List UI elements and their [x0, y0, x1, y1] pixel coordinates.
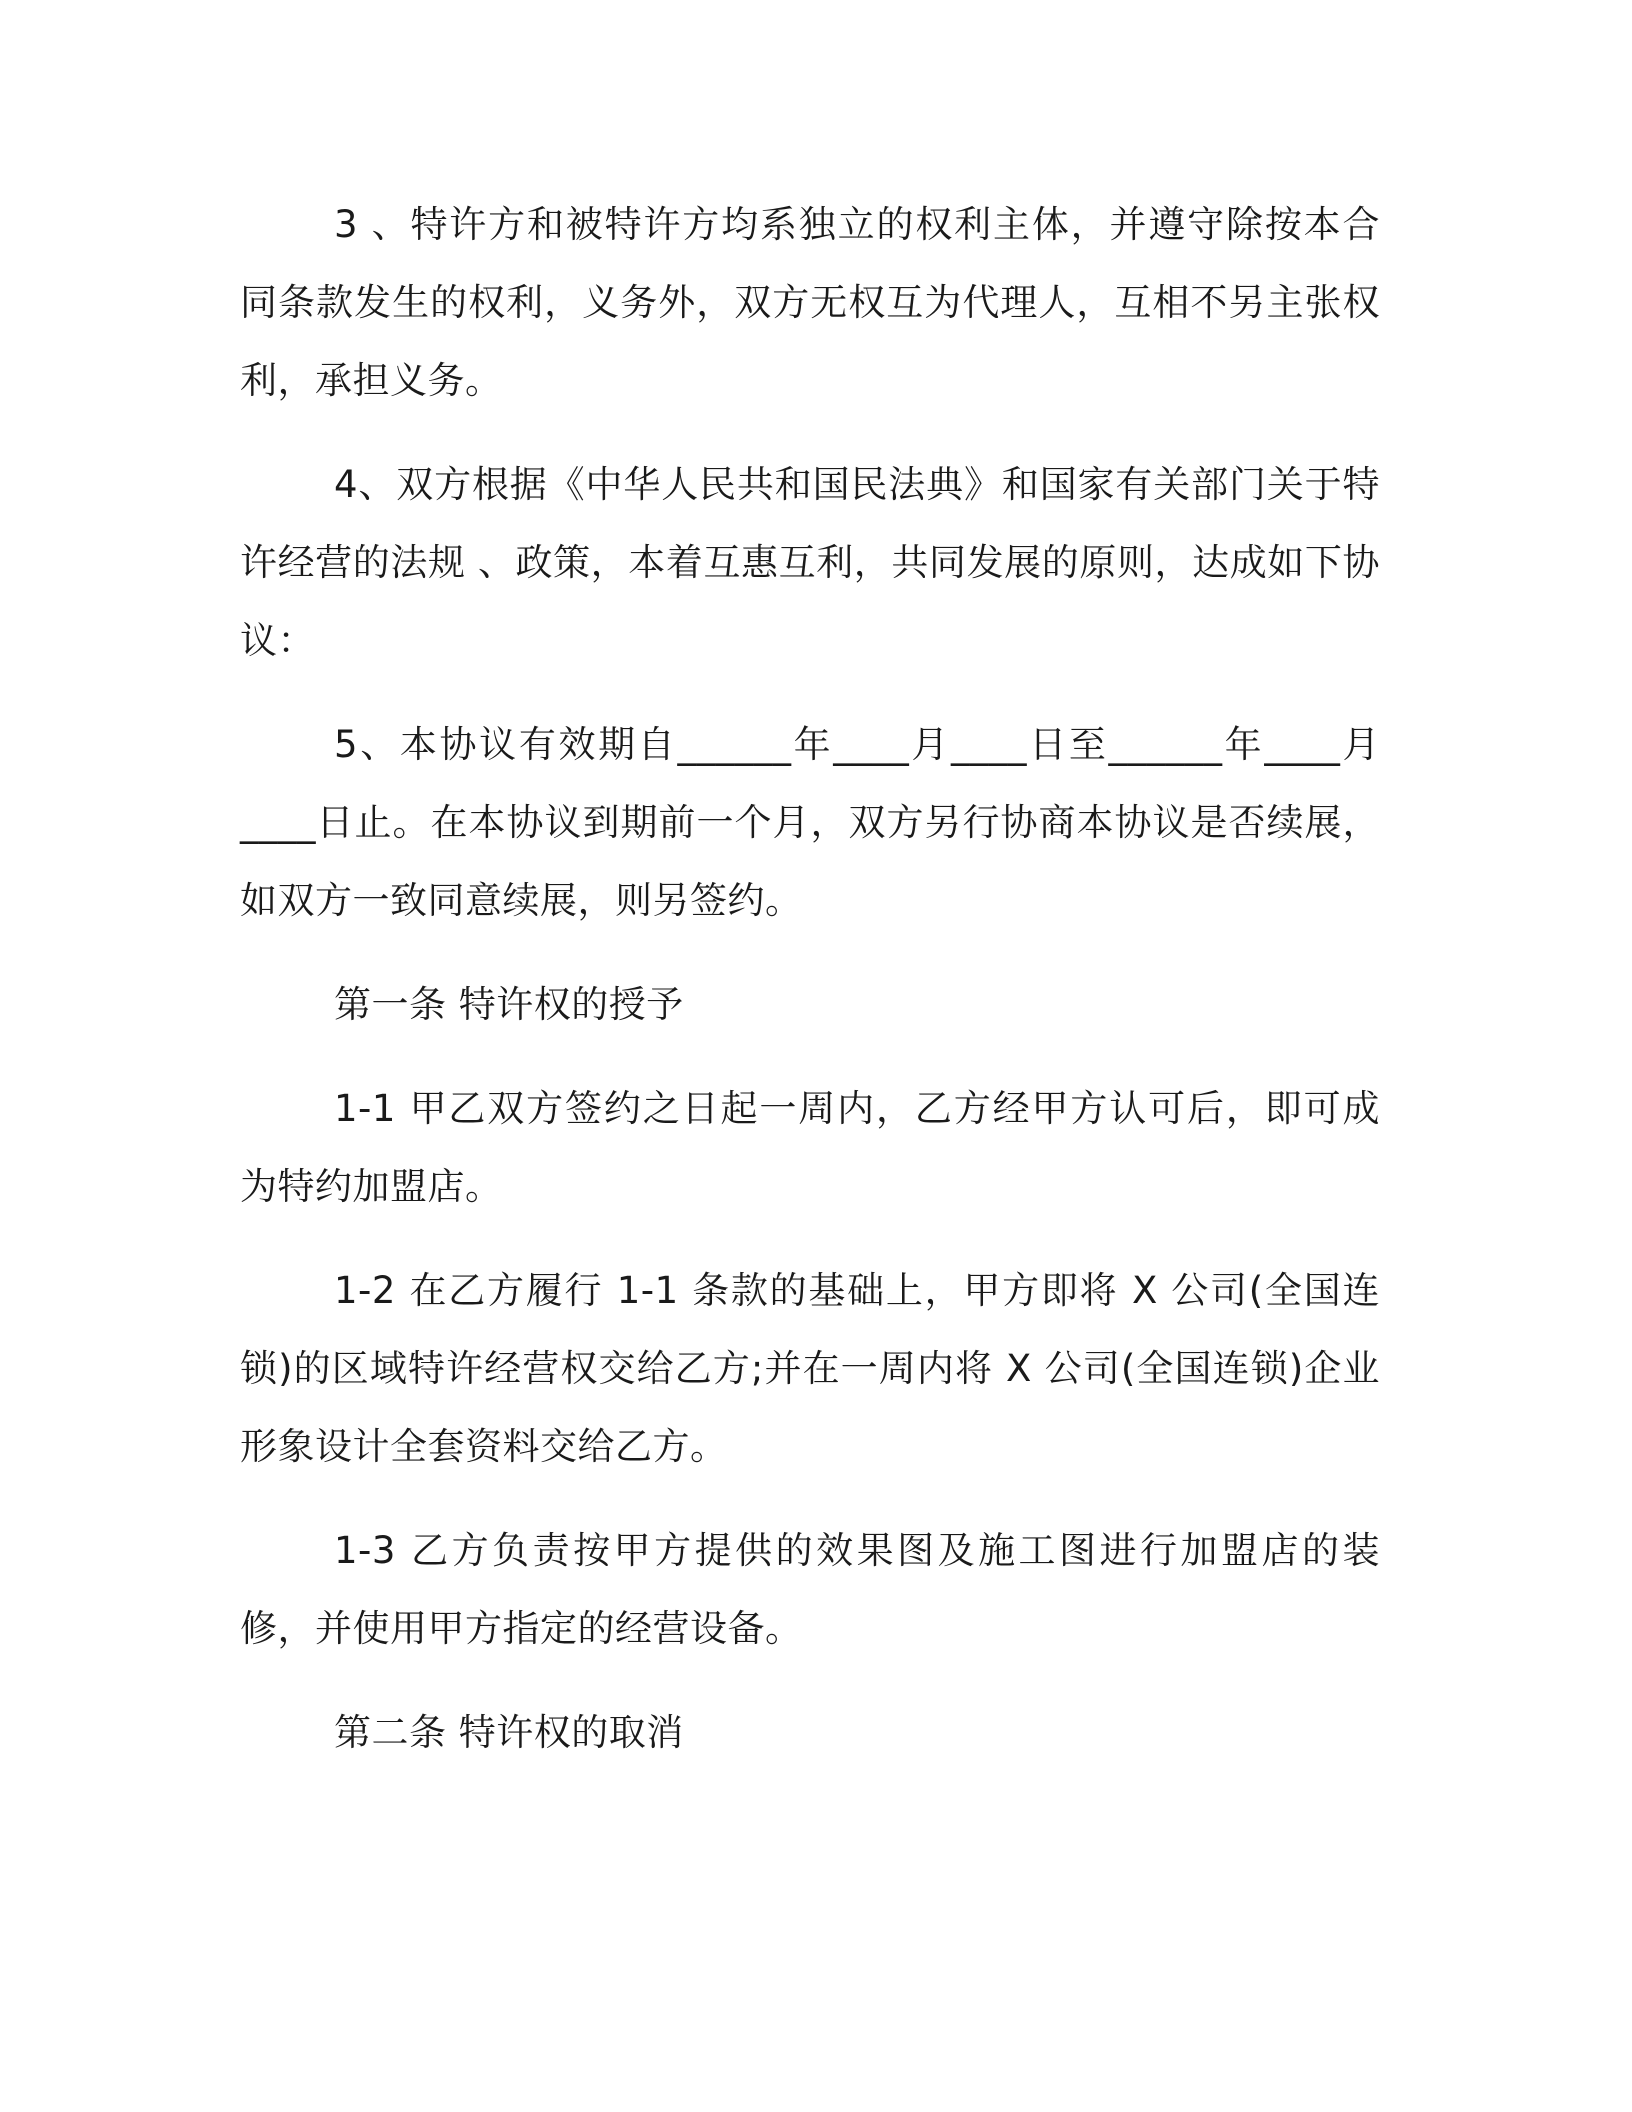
article-2-heading: 第二条 特许权的取消: [334, 1711, 684, 1754]
article-1-heading: 第一条 特许权的授予: [334, 983, 684, 1026]
clause-3-paragraph: 3 、特许方和被特许方均系独立的权利主体，并遵守除按本合同条款发生的权利，义务外，双方无权互为代理人，互相不另主张权利，承担义务。: [240, 203, 1380, 402]
document-page: [240, 186, 1380, 1798]
article-1-1-paragraph: 1-1 甲乙双方签约之日起一周内，乙方经甲方认可后，即可成为特约加盟店。: [240, 1087, 1380, 1208]
clause-4-paragraph: 4、双方根据《中华人民共和国民法典》和国家有关部门关于特许经营的法规 、政策，本着互惠互利，共同发展的原则，达成如下协议：: [240, 463, 1380, 662]
clause-5-paragraph: 5、本协议有效期自______年____月____日至______年____月____日止。在本协议到期前一个月，双方另行协商本协议是否续展，如双方一致同意续展，则另签约。: [240, 723, 1380, 922]
article-1-2-paragraph: 1-2 在乙方履行 1-1 条款的基础上，甲方即将 X 公司(全国连锁)的区域特许经营权交给乙方;并在一周内将 X 公司(全国连锁)企业形象设计全套资料交给乙方。: [240, 1269, 1380, 1468]
article-1-3-paragraph: 1-3 乙方负责按甲方提供的效果图及施工图进行加盟店的装修，并使用甲方指定的经营设备。: [240, 1529, 1380, 1650]
